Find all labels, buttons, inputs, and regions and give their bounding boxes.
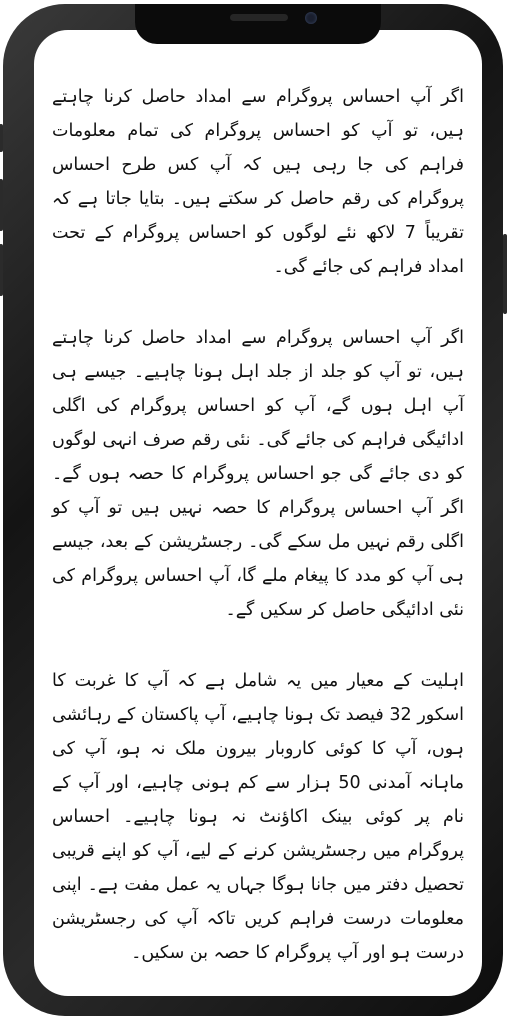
phone-notch xyxy=(135,4,381,44)
article-paragraph: اگر آپ احساس پروگرام سے امداد حاصل کرنا چاہتے ہیں، تو آپ کو احساس پروگرام کی تمام معلومات فراہم کی جا رہی ہیں کہ آپ کس طرح احساس پروگرام کی رقم حاصل کر سکتے ہیں۔ بتایا جاتا ہے کہ تقریباً 7 لاکھ نئے لوگوں کو احساس پروگرام کے تحت امداد فراہم کی جائے گی۔ xyxy=(52,87,465,277)
article-body xyxy=(52,80,464,970)
mute-switch xyxy=(0,124,3,152)
phone-screen xyxy=(34,30,482,996)
article-paragraph: اہلیت کے معیار میں یہ شامل ہے کہ آپ کا غربت کا اسکور 32 فیصد تک ہونا چاہیے، آپ پاکستان کے رہائشی ہوں، آپ کا کوئی کاروبار بیرون ملک نہ ہو، آپ کی ماہانہ آمدنی 50 ہزار سے کم ہونی چاہیے، اور آپ کے نام پر کوئی بینک اکاؤنٹ نہ ہونا چاہیے۔ احساس پروگرام میں رجسٹریشن کرنے کے لیے، آپ کو اپنے قریبی تحصیل دفتر میں جانا ہوگا جہاں یہ عمل مفت ہے۔ اپنی معلومات درست فراہم کریں تاکہ آپ کی رجسٹریشن درست ہو اور آپ پروگرام کا حصہ بن سکیں۔ xyxy=(52,671,464,963)
speaker-grille xyxy=(230,14,288,21)
article-paragraph: اگر آپ احساس پروگرام سے امداد حاصل کرنا چاہتے ہیں، تو آپ کو جلد از جلد اہل ہونا چاہیے۔ جیسے ہی آپ اہل ہوں گے، آپ کو احساس پروگرام کی اگلی ادائیگی فراہم کی جائے گی۔ نئی رقم صرف انہی لوگوں کو دی جائے گی جو احساس پروگرام کا حصہ ہوں گے۔ اگر آپ احساس پروگرام کا حصہ نہیں ہیں تو آپ کو اگلی رقم نہیں مل سکے گی۔ رجسٹریشن کے بعد، جیسے ہی آپ کو مدد کا پیغام ملے گا، آپ احساس پروگرام کی نئی ادائیگی حاصل کر سکیں گے۔ xyxy=(52,328,464,620)
volume-up-button xyxy=(0,179,3,231)
volume-down-button xyxy=(0,244,3,296)
power-button xyxy=(503,234,507,314)
phone-frame xyxy=(3,4,503,1016)
front-camera-icon xyxy=(305,12,317,24)
